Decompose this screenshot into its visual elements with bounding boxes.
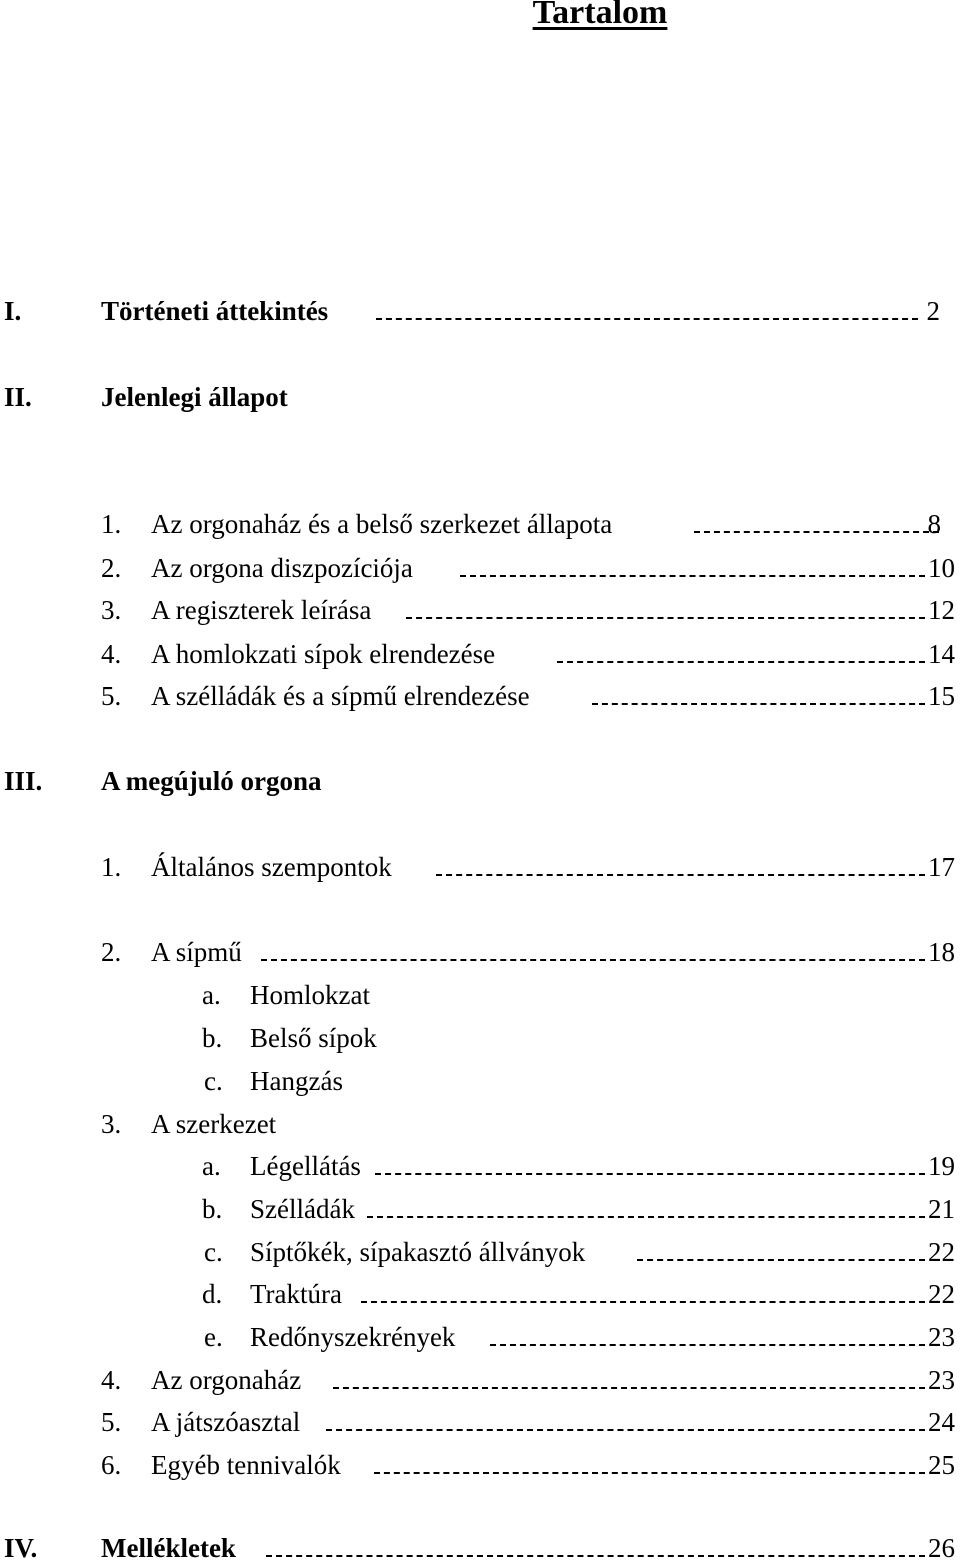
page-number: 23 [928, 1365, 955, 1395]
item-label: Általános szempontok [151, 852, 392, 882]
item-label: A sípmű [151, 937, 242, 967]
page-number: 19 [928, 1151, 955, 1181]
section-numeral: II. [4, 382, 32, 412]
item-number: 2. [101, 553, 122, 583]
dot-leader [326, 1429, 925, 1431]
dot-leader [637, 1259, 925, 1261]
toc-subitem[interactable] [0, 1066, 955, 1100]
item-letter: a. [202, 980, 221, 1010]
page-number: 18 [928, 937, 955, 967]
toc-section-1[interactable] [0, 296, 940, 330]
item-label: Homlokzat [250, 980, 370, 1010]
toc-subitem[interactable] [0, 1322, 955, 1356]
section-title: Mellékletek [101, 1533, 236, 1563]
dot-leader [375, 1173, 925, 1175]
dot-leader [557, 661, 925, 663]
item-label: A homlokzati sípok elrendezése [151, 639, 496, 669]
toc-item[interactable] [0, 553, 955, 587]
dot-leader [406, 617, 925, 619]
dot-leader [694, 531, 939, 533]
section-numeral: III. [4, 766, 43, 796]
toc-subitem[interactable] [0, 1237, 955, 1271]
item-label: Egyéb tennivalók [151, 1450, 341, 1480]
page-number: 17 [928, 852, 955, 882]
page-number: 24 [928, 1407, 955, 1437]
item-label: Az orgonaház és a belső szerkezet állapota [151, 509, 613, 539]
page-number: 25 [928, 1450, 955, 1480]
page-number: 21 [928, 1194, 955, 1224]
toc-item[interactable] [0, 595, 955, 629]
toc-item[interactable] [0, 852, 955, 886]
item-label: Szélládák [250, 1194, 355, 1224]
item-label: Légellátás [250, 1151, 361, 1181]
toc-subitem[interactable] [0, 1151, 955, 1185]
item-letter: a. [202, 1151, 221, 1181]
item-letter: c. [204, 1066, 223, 1096]
toc-item[interactable] [0, 1365, 955, 1399]
item-label: Belső sípok [250, 1023, 377, 1053]
dot-leader [266, 1555, 925, 1557]
item-letter: b. [202, 1194, 223, 1224]
page-number: 12 [928, 595, 955, 625]
item-label: A szerkezet [151, 1109, 277, 1139]
toc-item[interactable] [0, 681, 955, 715]
item-number: 1. [101, 509, 122, 539]
toc-item[interactable] [0, 509, 955, 543]
section-title: Jelenlegi állapot [101, 382, 288, 412]
item-label: A szélládák és a sípmű elrendezése [151, 681, 530, 711]
item-number: 4. [101, 639, 122, 669]
dot-leader [374, 1472, 925, 1474]
toc-item[interactable] [0, 937, 955, 971]
item-number: 1. [101, 852, 122, 882]
dot-leader [460, 575, 925, 577]
page-number: 10 [928, 553, 955, 583]
dot-leader [333, 1387, 925, 1389]
section-title: A megújuló orgona [101, 766, 322, 796]
page-number: 22 [928, 1237, 955, 1267]
item-letter: d. [202, 1279, 223, 1309]
toc-subitem[interactable] [0, 1023, 955, 1057]
toc-section-4[interactable] [0, 1533, 955, 1567]
item-number: 5. [101, 1407, 122, 1437]
item-number: 2. [101, 937, 122, 967]
item-label: Traktúra [250, 1279, 342, 1309]
dot-leader [376, 318, 918, 320]
toc-subitem[interactable] [0, 1194, 955, 1228]
item-letter: b. [202, 1023, 223, 1053]
toc-section-2[interactable] [0, 382, 940, 416]
item-number: 6. [101, 1450, 122, 1480]
item-label: A játszóasztal [151, 1407, 301, 1437]
dot-leader [592, 703, 925, 705]
page-number: 26 [928, 1533, 955, 1563]
page-number: 14 [928, 639, 955, 669]
page-number: 8 [927, 509, 941, 539]
section-numeral: IV. [4, 1533, 38, 1563]
item-letter: e. [204, 1322, 223, 1352]
item-letter: c. [204, 1237, 223, 1267]
dot-leader [490, 1344, 925, 1346]
toc-subitem[interactable] [0, 1279, 955, 1313]
page-number: 22 [928, 1279, 955, 1309]
page-number: 15 [928, 681, 955, 711]
toc-subitem[interactable] [0, 980, 955, 1014]
toc-item[interactable] [0, 639, 955, 673]
item-label: Redőnyszekrények [250, 1322, 456, 1352]
item-number: 3. [101, 595, 122, 625]
section-title: Történeti áttekintés [101, 296, 329, 326]
toc-section-3[interactable] [0, 766, 940, 800]
item-label: Az orgona diszpozíciója [151, 553, 413, 583]
section-numeral: I. [4, 296, 22, 326]
item-label: Síptőkék, sípakasztó állványok [250, 1237, 586, 1267]
toc-item[interactable] [0, 1407, 955, 1441]
toc-item[interactable] [0, 1450, 955, 1484]
item-number: 3. [101, 1109, 122, 1139]
page-title: Tartalom [532, 0, 668, 31]
dot-leader [367, 1216, 925, 1218]
item-label: Az orgonaház [151, 1365, 302, 1395]
toc-item[interactable] [0, 1109, 955, 1143]
item-number: 5. [101, 681, 122, 711]
page-number: 23 [928, 1322, 955, 1352]
page-number: 2 [926, 296, 940, 326]
item-label: A regiszterek leírása [151, 595, 372, 625]
item-label: Hangzás [250, 1066, 343, 1096]
item-number: 4. [101, 1365, 122, 1395]
dot-leader [261, 959, 925, 961]
dot-leader [436, 874, 925, 876]
dot-leader [361, 1301, 925, 1303]
